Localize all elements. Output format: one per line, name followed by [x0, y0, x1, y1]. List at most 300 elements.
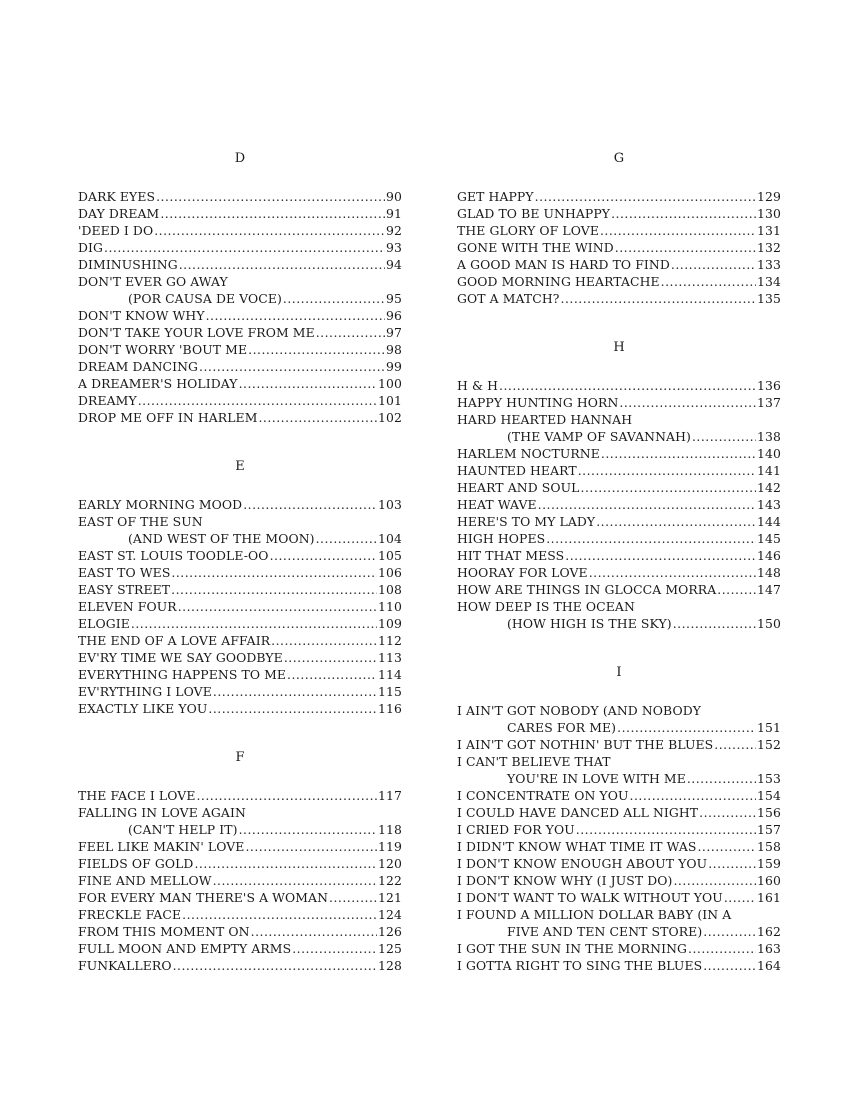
index-entry — [457, 239, 781, 256]
song-title: HERE'S TO MY LADY — [457, 514, 596, 529]
section-letter-heading: I — [616, 665, 622, 680]
index-entry — [457, 702, 781, 719]
page-number: 124 — [378, 907, 402, 922]
song-title: I GOT THE SUN IN THE MORNING — [457, 941, 688, 956]
song-title: HIT THAT MESS — [457, 548, 565, 563]
index-entry — [78, 205, 402, 222]
page-number: 154 — [757, 788, 781, 803]
song-title: FRECKLE FACE — [78, 907, 182, 922]
dot-leader — [171, 564, 377, 581]
dot-leader — [178, 598, 377, 615]
page-number: 162 — [757, 924, 781, 939]
song-title: FALLING IN LOVE AGAIN — [78, 805, 246, 820]
dot-leader — [243, 496, 377, 513]
dot-leader — [271, 632, 377, 649]
song-title: HARLEM NOCTURNE — [457, 446, 600, 461]
index-entry — [78, 324, 402, 341]
song-subtitle: (CAN'T HELP IT) — [128, 822, 238, 837]
dot-leader — [703, 957, 756, 974]
dot-leader — [601, 445, 756, 462]
dot-leader — [199, 358, 385, 375]
index-entry — [78, 666, 402, 683]
index-section — [78, 150, 402, 426]
dot-leader — [283, 290, 385, 307]
dot-leader — [208, 700, 377, 717]
song-title: FOR EVERY MAN THERE'S A WOMAN — [78, 890, 329, 905]
dot-leader — [329, 889, 377, 906]
index-entry — [78, 598, 402, 615]
dot-leader — [138, 392, 377, 409]
page-number: 129 — [757, 189, 781, 204]
dot-leader — [581, 479, 757, 496]
index-entry-continuation — [457, 615, 781, 632]
page-number: 91 — [386, 206, 402, 221]
index-entry — [457, 394, 781, 411]
song-title: GOT A MATCH? — [457, 291, 560, 306]
dot-leader — [673, 615, 756, 632]
dot-leader — [239, 375, 377, 392]
index-entry — [78, 683, 402, 700]
page-number: 114 — [378, 667, 402, 682]
page-number: 146 — [757, 548, 781, 563]
dot-leader — [692, 428, 756, 445]
index-section — [457, 339, 781, 632]
index-entry — [78, 409, 402, 426]
song-title: FIELDS OF GOLD — [78, 856, 194, 871]
dot-leader — [182, 906, 377, 923]
page-number: 128 — [378, 958, 402, 973]
dot-leader — [171, 581, 377, 598]
index-entry — [457, 940, 781, 957]
index-entry — [457, 872, 781, 889]
song-title: I AIN'T GOT NOBODY (AND NOBODY — [457, 703, 702, 718]
dot-leader — [565, 547, 756, 564]
dot-leader — [173, 957, 377, 974]
song-title: EARLY MORNING MOOD — [78, 497, 243, 512]
dot-leader — [619, 394, 756, 411]
page-number: 95 — [386, 291, 402, 306]
dot-leader — [661, 273, 756, 290]
page-number: 113 — [378, 650, 402, 665]
page-number: 156 — [757, 805, 781, 820]
dot-leader — [671, 256, 756, 273]
page-number: 106 — [378, 565, 402, 580]
page-number: 102 — [378, 410, 402, 425]
index-entry-continuation — [78, 821, 402, 838]
index-entry-continuation — [457, 428, 781, 445]
song-title: GLAD TO BE UNHAPPY — [457, 206, 611, 221]
page-number: 93 — [386, 240, 402, 255]
song-title: DON'T KNOW WHY — [78, 308, 205, 323]
section-spacer — [78, 426, 402, 456]
song-title: ELOGIE — [78, 616, 130, 631]
page-number: 125 — [378, 941, 402, 956]
song-title: I DON'T KNOW ENOUGH ABOUT YOU — [457, 856, 708, 871]
song-title: HOORAY FOR LOVE — [457, 565, 588, 580]
song-title: I CONCENTRATE ON YOU — [457, 788, 629, 803]
page-number: 97 — [386, 325, 402, 340]
song-subtitle: (HOW HIGH IS THE SKY) — [507, 616, 672, 631]
index-entry — [457, 736, 781, 753]
page-number: 148 — [757, 565, 781, 580]
dot-leader — [131, 615, 377, 632]
dot-leader — [596, 513, 756, 530]
song-title: EXACTLY LIKE YOU — [78, 701, 208, 716]
dot-leader — [538, 496, 756, 513]
index-section — [78, 458, 402, 717]
page-number: 112 — [378, 633, 402, 648]
dot-leader — [206, 307, 385, 324]
song-title: 'DEED I DO — [78, 223, 154, 238]
song-title: DIG — [78, 240, 104, 255]
index-entry — [457, 547, 781, 564]
index-entry — [457, 906, 781, 923]
song-title: FUNKALLERO — [78, 958, 172, 973]
index-entry — [78, 256, 402, 273]
section-spacer — [457, 307, 781, 337]
song-title: I CAN'T BELIEVE THAT — [457, 754, 611, 769]
index-entry — [78, 273, 402, 290]
dot-leader — [673, 872, 756, 889]
page-number: 161 — [757, 890, 781, 905]
index-entry — [78, 547, 402, 564]
dot-leader — [589, 564, 756, 581]
song-title: ELEVEN FOUR — [78, 599, 177, 614]
page-number: 137 — [757, 395, 781, 410]
song-title: THE END OF A LOVE AFFAIR — [78, 633, 271, 648]
section-letter-heading: G — [613, 151, 625, 166]
song-title: I DON'T WANT TO WALK WITHOUT YOU — [457, 890, 723, 905]
index-entry — [457, 804, 781, 821]
index-entry — [78, 375, 402, 392]
dot-leader — [535, 188, 756, 205]
dot-leader — [316, 530, 377, 547]
index-entry — [78, 188, 402, 205]
index-entry — [78, 496, 402, 513]
page-number: 105 — [378, 548, 402, 563]
index-entry — [457, 564, 781, 581]
index-entry — [457, 479, 781, 496]
song-title: DREAMY — [78, 393, 137, 408]
page-number: 131 — [757, 223, 781, 238]
index-entry — [78, 307, 402, 324]
song-title: DROP ME OFF IN HARLEM — [78, 410, 258, 425]
index-entry — [78, 222, 402, 239]
song-subtitle: CARES FOR ME) — [507, 720, 617, 735]
index-entry — [78, 341, 402, 358]
page-number: 99 — [386, 359, 402, 374]
page-number: 150 — [757, 616, 781, 631]
index-entry-continuation — [78, 530, 402, 547]
page-number: 94 — [386, 257, 402, 272]
page-number: 157 — [757, 822, 781, 837]
dot-leader — [717, 581, 756, 598]
dot-leader — [284, 649, 377, 666]
dot-leader — [697, 838, 756, 855]
section-spacer — [457, 632, 781, 662]
page-number: 164 — [757, 958, 781, 973]
song-title: EAST TO WES — [78, 565, 171, 580]
song-title: I COULD HAVE DANCED ALL NIGHT — [457, 805, 699, 820]
index-entry — [457, 855, 781, 872]
page-number: 108 — [378, 582, 402, 597]
song-title: GOOD MORNING HEARTACHE — [457, 274, 660, 289]
page-number: 151 — [757, 720, 781, 735]
dot-leader — [687, 770, 756, 787]
song-title: THE FACE I LOVE — [78, 788, 196, 803]
song-title: DON'T EVER GO AWAY — [78, 274, 228, 289]
page-number: 134 — [757, 274, 781, 289]
page-number: 140 — [757, 446, 781, 461]
song-subtitle: (THE VAMP OF SAVANNAH) — [507, 429, 691, 444]
index-entry — [457, 222, 781, 239]
song-title: I FOUND A MILLION DOLLAR BABY (IN A — [457, 907, 732, 922]
song-title: EV'RYTHING I LOVE — [78, 684, 212, 699]
dot-leader — [703, 923, 756, 940]
page-number: 147 — [757, 582, 781, 597]
song-title: HEAT WAVE — [457, 497, 537, 512]
song-title: EV'RY TIME WE SAY GOODBYE — [78, 650, 283, 665]
page-number: 136 — [757, 378, 781, 393]
page-number: 116 — [378, 701, 402, 716]
song-title: GET HAPPY — [457, 189, 534, 204]
song-title: DON'T TAKE YOUR LOVE FROM ME — [78, 325, 315, 340]
index-section — [78, 749, 402, 974]
song-title: DIMINUSHING — [78, 257, 178, 272]
page-number: 126 — [378, 924, 402, 939]
index-entry — [78, 957, 402, 974]
index-entry — [78, 804, 402, 821]
dot-leader — [287, 666, 377, 683]
song-subtitle: (POR CAUSA DE VOCE) — [128, 291, 282, 306]
song-title: FEEL LIKE MAKIN' LOVE — [78, 839, 245, 854]
index-entry — [78, 889, 402, 906]
dot-leader — [292, 940, 377, 957]
index-entry — [78, 940, 402, 957]
song-title: FROM THIS MOMENT ON — [78, 924, 250, 939]
page-number: 96 — [386, 308, 402, 323]
section-letter-heading: H — [613, 340, 625, 355]
song-title: HOW DEEP IS THE OCEAN — [457, 599, 635, 614]
index-entry — [78, 513, 402, 530]
page-number: 130 — [757, 206, 781, 221]
index-entry — [78, 838, 402, 855]
index-entry — [457, 411, 781, 428]
index-entry — [457, 290, 781, 307]
dot-leader — [611, 205, 756, 222]
dot-leader — [714, 736, 756, 753]
dot-leader — [156, 188, 385, 205]
index-entry — [78, 392, 402, 409]
page-number: 153 — [757, 771, 781, 786]
index-entry-continuation — [78, 290, 402, 307]
song-subtitle: YOU'RE IN LOVE WITH ME — [507, 771, 686, 786]
index-entry — [78, 649, 402, 666]
page-number: 119 — [378, 839, 402, 854]
song-title: A DREAMER'S HOLIDAY — [78, 376, 238, 391]
index-entry — [78, 358, 402, 375]
page-number: 120 — [378, 856, 402, 871]
song-title: THE GLORY OF LOVE — [457, 223, 599, 238]
index-entry — [457, 205, 781, 222]
dot-leader — [160, 205, 385, 222]
song-subtitle: (AND WEST OF THE MOON) — [128, 531, 315, 546]
index-entry — [457, 445, 781, 462]
dot-leader — [316, 324, 385, 341]
index-column-left — [78, 148, 402, 974]
dot-leader — [578, 462, 756, 479]
song-title: HIGH HOPES — [457, 531, 546, 546]
dot-leader — [104, 239, 385, 256]
index-entry — [78, 855, 402, 872]
dot-leader — [270, 547, 377, 564]
index-entry — [457, 787, 781, 804]
index-entry — [457, 496, 781, 513]
dot-leader — [688, 940, 756, 957]
dot-leader — [248, 341, 385, 358]
dot-leader — [154, 222, 385, 239]
page-number: 135 — [757, 291, 781, 306]
dot-leader — [258, 409, 377, 426]
page-number: 158 — [757, 839, 781, 854]
index-entry-continuation — [457, 719, 781, 736]
index-entry — [78, 632, 402, 649]
dot-leader — [194, 855, 377, 872]
song-title: EAST ST. LOUIS TOODLE-OO — [78, 548, 269, 563]
index-entry — [457, 377, 781, 394]
dot-leader — [239, 821, 377, 838]
dot-leader — [699, 804, 756, 821]
index-entry — [78, 906, 402, 923]
song-title: HAPPY HUNTING HORN — [457, 395, 619, 410]
page-number: 132 — [757, 240, 781, 255]
section-letter-heading: E — [235, 459, 245, 474]
dot-leader — [213, 683, 377, 700]
page-number: 152 — [757, 737, 781, 752]
page-number: 92 — [386, 223, 402, 238]
song-subtitle: FIVE AND TEN CENT STORE) — [507, 924, 703, 939]
song-title: EAST OF THE SUN — [78, 514, 203, 529]
index-entry — [457, 889, 781, 906]
page-number: 103 — [378, 497, 402, 512]
page-number: 100 — [378, 376, 402, 391]
dot-leader — [600, 222, 756, 239]
song-title: DAY DREAM — [78, 206, 160, 221]
section-letter-heading: F — [235, 750, 245, 765]
page-number: 101 — [378, 393, 402, 408]
index-column-right — [457, 148, 781, 974]
dot-leader — [546, 530, 756, 547]
page-number: 160 — [757, 873, 781, 888]
index-entry — [457, 581, 781, 598]
index-entry — [457, 598, 781, 615]
song-title: DON'T WORRY 'BOUT ME — [78, 342, 248, 357]
song-title: HARD HEARTED HANNAH — [457, 412, 633, 427]
dot-leader — [724, 889, 756, 906]
index-entry — [457, 256, 781, 273]
song-title: DREAM DANCING — [78, 359, 199, 374]
dot-leader — [708, 855, 756, 872]
page-number: 104 — [378, 531, 402, 546]
song-title: I AIN'T GOT NOTHIN' BUT THE BLUES — [457, 737, 714, 752]
page-number: 122 — [378, 873, 402, 888]
dot-leader — [617, 719, 756, 736]
song-title: EVERYTHING HAPPENS TO ME — [78, 667, 287, 682]
page-number: 118 — [378, 822, 402, 837]
page-number: 121 — [378, 890, 402, 905]
page-number: 143 — [757, 497, 781, 512]
song-title: I CRIED FOR YOU — [457, 822, 575, 837]
song-title: A GOOD MAN IS HARD TO FIND — [457, 257, 670, 272]
dot-leader — [615, 239, 756, 256]
dot-leader — [245, 838, 377, 855]
song-title: I DON'T KNOW WHY (I JUST DO) — [457, 873, 673, 888]
page-number: 159 — [757, 856, 781, 871]
dot-leader — [630, 787, 757, 804]
page-number: 115 — [378, 684, 402, 699]
page-number: 138 — [757, 429, 781, 444]
index-entry — [457, 188, 781, 205]
index-entry — [457, 838, 781, 855]
dot-leader — [213, 872, 377, 889]
index-entry — [78, 581, 402, 598]
index-entry — [457, 530, 781, 547]
index-entry — [78, 923, 402, 940]
song-title: GONE WITH THE WIND — [457, 240, 614, 255]
index-entry — [78, 872, 402, 889]
dot-leader — [196, 787, 377, 804]
song-title: HAUNTED HEART — [457, 463, 577, 478]
index-entry — [457, 821, 781, 838]
page-number: 117 — [378, 788, 402, 803]
page-number: 133 — [757, 257, 781, 272]
index-entry-continuation — [457, 770, 781, 787]
index-entry — [457, 513, 781, 530]
section-spacer — [78, 717, 402, 747]
index-entry-continuation — [457, 923, 781, 940]
index-entry — [78, 700, 402, 717]
dot-leader — [576, 821, 756, 838]
song-title: I GOTTA RIGHT TO SING THE BLUES — [457, 958, 703, 973]
song-title: EASY STREET — [78, 582, 171, 597]
dot-leader — [499, 377, 756, 394]
song-title: HOW ARE THINGS IN GLOCCA MORRA — [457, 582, 717, 597]
index-entry — [457, 462, 781, 479]
index-section — [457, 150, 781, 307]
index-entry — [78, 787, 402, 804]
song-title: DARK EYES — [78, 189, 156, 204]
song-title: HEART AND SOUL — [457, 480, 580, 495]
page-number: 163 — [757, 941, 781, 956]
index-entry — [78, 615, 402, 632]
dot-leader — [251, 923, 377, 940]
page-number: 145 — [757, 531, 781, 546]
dot-leader — [561, 290, 757, 307]
song-title: FULL MOON AND EMPTY ARMS — [78, 941, 292, 956]
index-entry — [457, 957, 781, 974]
page-number: 142 — [757, 480, 781, 495]
section-letter-heading: D — [234, 151, 246, 166]
song-title: H & H — [457, 378, 499, 393]
page-number: 109 — [378, 616, 402, 631]
index-section — [457, 664, 781, 974]
index-entry — [457, 753, 781, 770]
page-number: 141 — [757, 463, 781, 478]
index-entry — [78, 239, 402, 256]
page-number: 144 — [757, 514, 781, 529]
song-title: FINE AND MELLOW — [78, 873, 212, 888]
page-number: 90 — [386, 189, 402, 204]
